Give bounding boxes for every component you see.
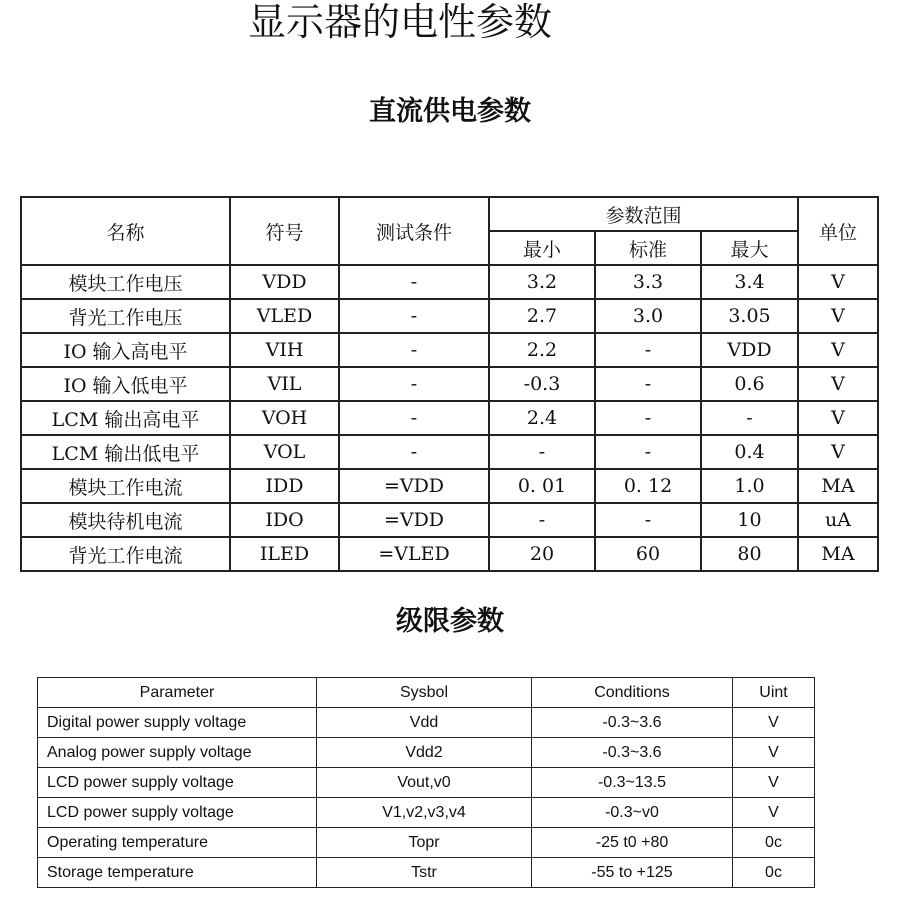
cell-max: 0.4: [701, 435, 798, 469]
header-name: 名称: [21, 197, 230, 265]
cell-symbol: Vdd: [317, 708, 532, 738]
cell-max: -: [701, 401, 798, 435]
table-header-row: [21, 197, 878, 231]
cell-condition: =VDD: [339, 503, 489, 537]
header-unit: Uint: [733, 678, 815, 708]
cell-symbol: V1,v2,v3,v4: [317, 798, 532, 828]
cell-name: 模块工作电流: [21, 469, 230, 503]
cell-symbol: VDD: [230, 265, 339, 299]
cell-min: 20: [489, 537, 595, 571]
cell-parameter: Digital power supply voltage: [38, 708, 317, 738]
cell-name: 模块工作电压: [21, 265, 230, 299]
header-typ: 标准: [595, 231, 701, 265]
cell-name: 背光工作电流: [21, 537, 230, 571]
cell-condition: -: [339, 265, 489, 299]
cell-typ: -: [595, 435, 701, 469]
table-row: [38, 768, 815, 798]
cell-min: -: [489, 503, 595, 537]
cell-conditions: -0.3~3.6: [532, 738, 733, 768]
cell-name: LCM 输出高电平: [21, 401, 230, 435]
cell-conditions: -0.3~3.6: [532, 708, 733, 738]
table-row: [38, 798, 815, 828]
limit-parameters-table: [37, 677, 815, 888]
header-range: 参数范围: [489, 197, 798, 231]
table-header-row: [38, 678, 815, 708]
cell-symbol: VIL: [230, 367, 339, 401]
cell-unit: V: [733, 738, 815, 768]
cell-symbol: Vdd2: [317, 738, 532, 768]
cell-min: -: [489, 435, 595, 469]
cell-symbol: Vout,v0: [317, 768, 532, 798]
cell-conditions: -0.3~13.5: [532, 768, 733, 798]
cell-min: 2.7: [489, 299, 595, 333]
cell-typ: 3.0: [595, 299, 701, 333]
page-title: 显示器的电性参数: [247, 0, 552, 44]
cell-typ: -: [595, 401, 701, 435]
table-row: [21, 265, 878, 299]
cell-symbol: IDD: [230, 469, 339, 503]
table-row: [21, 537, 878, 571]
cell-typ: -: [595, 503, 701, 537]
cell-unit: V: [798, 435, 878, 469]
cell-unit: V: [798, 265, 878, 299]
cell-unit: V: [733, 798, 815, 828]
cell-unit: MA: [798, 469, 878, 503]
cell-symbol: IDO: [230, 503, 339, 537]
table-row: [21, 503, 878, 537]
cell-parameter: LCD power supply voltage: [38, 798, 317, 828]
cell-min: 2.4: [489, 401, 595, 435]
cell-min: 3.2: [489, 265, 595, 299]
table-row: [38, 828, 815, 858]
cell-symbol: ILED: [230, 537, 339, 571]
cell-symbol: VIH: [230, 333, 339, 367]
cell-condition: -: [339, 401, 489, 435]
header-parameter: Parameter: [38, 678, 317, 708]
cell-typ: 0. 12: [595, 469, 701, 503]
cell-max: VDD: [701, 333, 798, 367]
cell-conditions: -55 to +125: [532, 858, 733, 888]
cell-symbol: VOL: [230, 435, 339, 469]
dc-section-title: 直流供电参数: [369, 96, 531, 127]
cell-symbol: Tstr: [317, 858, 532, 888]
cell-name: IO 输入低电平: [21, 367, 230, 401]
cell-conditions: -0.3~v0: [532, 798, 733, 828]
cell-min: 2.2: [489, 333, 595, 367]
table-row: [21, 333, 878, 367]
cell-parameter: Analog power supply voltage: [38, 738, 317, 768]
cell-unit: V: [798, 367, 878, 401]
table-row: [38, 708, 815, 738]
cell-min: -0.3: [489, 367, 595, 401]
cell-condition: -: [339, 299, 489, 333]
cell-condition: -: [339, 435, 489, 469]
cell-typ: -: [595, 333, 701, 367]
cell-name: IO 输入高电平: [21, 333, 230, 367]
cell-max: 1.0: [701, 469, 798, 503]
table-row: [21, 401, 878, 435]
cell-symbol: VLED: [230, 299, 339, 333]
header-test-condition: 测试条件: [339, 197, 489, 265]
cell-parameter: Operating temperature: [38, 828, 317, 858]
header-symbol: 符号: [230, 197, 339, 265]
header-unit: 单位: [798, 197, 878, 265]
table-row: [21, 367, 878, 401]
cell-min: 0. 01: [489, 469, 595, 503]
cell-condition: =VDD: [339, 469, 489, 503]
header-conditions: Conditions: [532, 678, 733, 708]
cell-max: 80: [701, 537, 798, 571]
cell-name: 背光工作电压: [21, 299, 230, 333]
cell-parameter: LCD power supply voltage: [38, 768, 317, 798]
cell-unit: MA: [798, 537, 878, 571]
header-max: 最大: [701, 231, 798, 265]
cell-typ: 3.3: [595, 265, 701, 299]
cell-unit: V: [733, 708, 815, 738]
cell-condition: -: [339, 367, 489, 401]
dc-parameters-table: [20, 196, 879, 572]
cell-symbol: Topr: [317, 828, 532, 858]
cell-condition: =VLED: [339, 537, 489, 571]
table-row: [38, 738, 815, 768]
cell-conditions: -25 t0 +80: [532, 828, 733, 858]
cell-parameter: Storage temperature: [38, 858, 317, 888]
cell-condition: -: [339, 333, 489, 367]
cell-max: 3.4: [701, 265, 798, 299]
cell-typ: -: [595, 367, 701, 401]
cell-name: 模块待机电流: [21, 503, 230, 537]
cell-max: 3.05: [701, 299, 798, 333]
cell-unit: V: [798, 401, 878, 435]
cell-unit: V: [798, 299, 878, 333]
table-row: [21, 435, 878, 469]
cell-unit: 0c: [733, 858, 815, 888]
cell-unit: V: [798, 333, 878, 367]
cell-unit: uA: [798, 503, 878, 537]
table-row: [38, 858, 815, 888]
cell-unit: V: [733, 768, 815, 798]
table-row: [21, 299, 878, 333]
cell-max: 0.6: [701, 367, 798, 401]
cell-typ: 60: [595, 537, 701, 571]
cell-max: 10: [701, 503, 798, 537]
cell-unit: 0c: [733, 828, 815, 858]
limit-section-title: 级限参数: [396, 606, 504, 637]
header-min: 最小: [489, 231, 595, 265]
cell-name: LCM 输出低电平: [21, 435, 230, 469]
header-symbol: Sysbol: [317, 678, 532, 708]
cell-symbol: VOH: [230, 401, 339, 435]
table-row: [21, 469, 878, 503]
